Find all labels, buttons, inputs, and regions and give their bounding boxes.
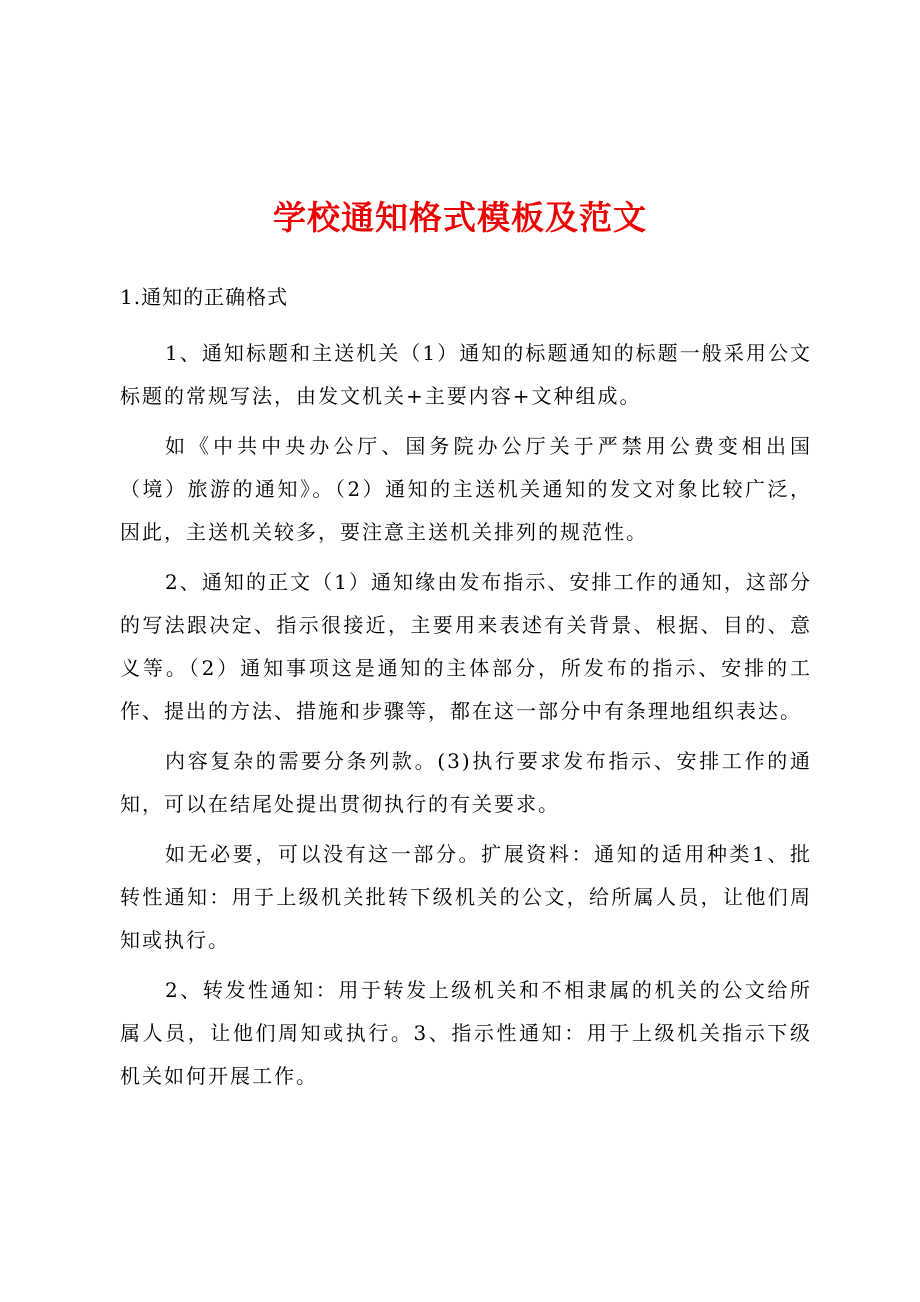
section-heading: 1.通知的正确格式 [120,285,289,309]
document-title: 学校通知格式模板及范文 [273,198,647,237]
paragraph-3: 2、通知的正文（1）通知缘由发布指示、安排工作的通知，这部分的写法跟决定、指示很接近，主要用来表述有关背景、根据、目的、意义等。（2）通知事项这是通知的主体部分，所发布的指示、安排的工作、提出的方法、措施和步骤等，都在这一部分中有条理地组织表达。 [120,570,812,723]
document-body [120,284,812,1105]
paragraph-2: 如《中共中央办公厅、国务院办公厅关于严禁用公费变相出国（境）旅游的通知》。（2）通知的主送机关通知的发文对象比较广泛，因此，主送机关较多，要注意主送机关排列的规范性。 [120,434,812,544]
paragraph-6: 2、转发性通知：用于转发上级机关和不相隶属的机关的公文给所属人员，让他们周知或执行。3、指示性通知：用于上级机关指示下级机关如何开展工作。 [120,978,812,1088]
paragraph-4: 内容复杂的需要分条列款。(3)执行要求发布指示、安排工作的通知，可以在结尾处提出贯彻执行的有关要求。 [120,749,812,816]
paragraph-5: 如无必要，可以没有这一部分。扩展资料：通知的适用种类1、批转性通知：用于上级机关批转下级机关的公文，给所属人员，让他们周知或执行。 [120,842,812,952]
paragraph-1: 1、通知标题和主送机关（1）通知的标题通知的标题一般采用公文标题的常规写法，由发文机关+主要内容+文种组成。 [120,341,812,408]
